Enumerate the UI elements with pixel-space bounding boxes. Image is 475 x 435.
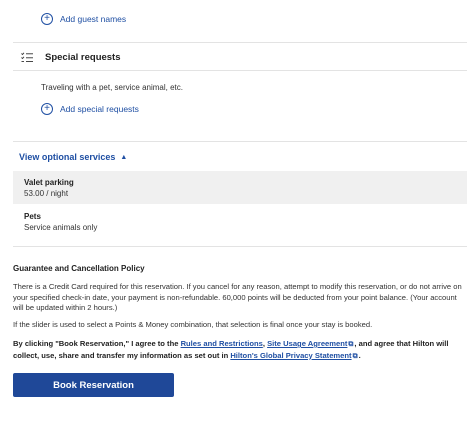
policy-paragraph-payment: There is a Credit Card required for this reservation. If you cancel for any reason, attempt to modify this reservation, or do not arrive on your specified check-in date, your payment is non-refundable. 60,000 points will be deducted from your point balance. (Your account will be updated within 2 hours.): [13, 282, 462, 312]
view-optional-services-toggle[interactable]: [19, 152, 127, 162]
privacy-statement-link[interactable]: Hilton's Global Privacy Statement: [230, 350, 352, 360]
divider: [13, 70, 467, 71]
external-link-icon: ⧉: [352, 352, 358, 360]
plus-circle-icon: +: [41, 103, 53, 115]
policy-agreement: [13, 339, 465, 362]
add-guest-names-label: Add guest names: [60, 14, 127, 24]
caret-up-icon: ▲: [120, 153, 128, 161]
service-name: Valet parking: [24, 178, 74, 187]
plus-circle-icon: +: [41, 13, 53, 25]
rules-restrictions-link[interactable]: Rules and Restrictions: [180, 339, 263, 348]
service-name: Pets: [24, 212, 41, 221]
optional-services-label: View optional services: [19, 152, 116, 162]
agreement-prefix: By clicking "Book Reservation," I agree to the: [13, 339, 181, 348]
agreement-suffix: .: [358, 350, 361, 360]
site-usage-agreement-link[interactable]: Site Usage Agreement: [267, 339, 348, 348]
divider: [13, 246, 467, 247]
agreement-comma: ,: [262, 339, 268, 348]
agreement-middle: , and agree that Hilton will collect, use, share and transfer my information as set out in: [13, 339, 449, 360]
book-reservation-button[interactable]: Book Reservation: [13, 373, 174, 397]
add-special-requests-button[interactable]: [41, 103, 139, 115]
policy-paragraph-slider: If the slider is used to select a Points & Money combination, that selection is final once your stay is booked.: [13, 320, 373, 329]
list-icon: [21, 52, 33, 63]
policy-title: Guarantee and Cancellation Policy: [13, 264, 145, 273]
special-requests-title: Special requests: [45, 52, 121, 63]
service-value: Service animals only: [24, 223, 98, 232]
external-link-icon: ⧉: [348, 341, 354, 348]
service-value: 53.00 / night: [24, 189, 69, 198]
special-requests-header: [21, 52, 121, 63]
add-guest-names-button[interactable]: [41, 13, 126, 25]
divider: [13, 141, 467, 142]
valet-parking-panel: [13, 171, 467, 204]
special-requests-hint: Traveling with a pet, service animal, etc.: [41, 83, 183, 92]
add-special-requests-label: Add special requests: [60, 104, 139, 114]
divider: [13, 42, 467, 43]
